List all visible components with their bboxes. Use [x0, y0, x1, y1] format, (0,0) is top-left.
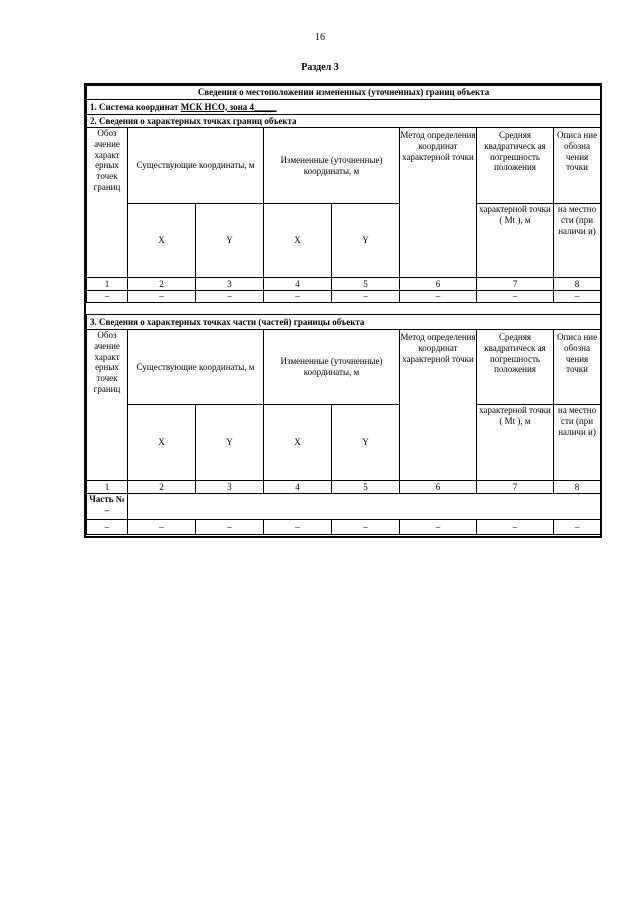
- block2-title: 2. Сведения о характерных точках границ объекта: [87, 115, 601, 128]
- block2-dash: –: [554, 291, 601, 303]
- block2-dash: –: [477, 291, 554, 303]
- block3-y-changed: Y: [332, 405, 400, 481]
- main-header: Сведения о местоположении измененных (уточненных) границ объекта: [87, 86, 601, 100]
- block3-dash: –: [264, 520, 332, 535]
- block2-col-desc-bottom: на местно сти (при наличи и): [554, 204, 601, 278]
- block2-col-desc-top: Описа ние обозна чения точки: [554, 128, 601, 204]
- block2-data-row: [87, 291, 601, 303]
- block3-title: 3. Сведения о характерных точках части (частей) границы объекта: [87, 315, 601, 330]
- block3-dash: –: [332, 520, 400, 535]
- object-boundaries-table: [86, 85, 601, 303]
- block2-y-changed: Y: [332, 204, 400, 278]
- block2-y-existing: Y: [196, 204, 264, 278]
- block3-dash: –: [554, 520, 601, 535]
- part-label: Часть № –: [87, 494, 128, 520]
- block3-col-desc-top: Описа ние обозна чения точки: [554, 330, 601, 405]
- block2-number: 3: [196, 278, 264, 291]
- block2-col-designation: Обоз ачение характ ерных точек границ: [87, 128, 128, 278]
- block2-number: 5: [332, 278, 400, 291]
- block3-x-existing: X: [128, 405, 196, 481]
- block3-x-changed: X: [264, 405, 332, 481]
- block2-number: 4: [264, 278, 332, 291]
- block2-dash: –: [128, 291, 196, 303]
- block3-number: 5: [332, 481, 400, 494]
- block2-number: 2: [128, 278, 196, 291]
- block3-data-row: [87, 520, 601, 535]
- block3-dash: –: [87, 520, 128, 535]
- block2-col-changed: Измененные (уточненные) координаты, м: [264, 128, 400, 204]
- coordinate-system-row: [87, 100, 601, 115]
- block3-number: 1: [87, 481, 128, 494]
- block2-x-changed: X: [264, 204, 332, 278]
- block2-x-existing: X: [128, 204, 196, 278]
- block3-y-existing: Y: [196, 405, 264, 481]
- block2-col-method: Метод определения координат характерной точки: [400, 128, 477, 278]
- block3-number: 7: [477, 481, 554, 494]
- block3-col-error-bottom: характерной точки ( Mt ), м: [477, 405, 554, 481]
- block2-dash: –: [400, 291, 477, 303]
- coordinate-system-tail: _____: [254, 101, 277, 112]
- block3-col-existing: Существующие координаты, м: [128, 330, 264, 405]
- block2-number: 1: [87, 278, 128, 291]
- block3-number: 3: [196, 481, 264, 494]
- block2-number: 8: [554, 278, 601, 291]
- block3-col-desc-bottom: на местно сти (при наличи и): [554, 405, 601, 481]
- section-title: Раздел 3: [301, 62, 339, 73]
- page-number: 16: [315, 32, 325, 43]
- coordinate-system-value: МСК НСО, зона 4: [180, 101, 255, 112]
- block2-number: 7: [477, 278, 554, 291]
- block2-number: 6: [400, 278, 477, 291]
- block3-number: 6: [400, 481, 477, 494]
- block2-dash: –: [332, 291, 400, 303]
- block2-dash: –: [87, 291, 128, 303]
- block2-col-error-bottom: характерной точки ( Mt ), м: [477, 204, 554, 278]
- block3-number: 2: [128, 481, 196, 494]
- block2-number-row: [87, 278, 601, 291]
- block3-number-row: [87, 481, 601, 494]
- block3-number: 8: [554, 481, 601, 494]
- coordinate-system-label: 1. Система координат: [90, 101, 179, 112]
- block2-dash: –: [264, 291, 332, 303]
- block3-col-designation: Обоз ачение характ ерных точек границ: [87, 330, 128, 481]
- part-label-filler: [128, 494, 601, 520]
- block3-col-method: Метод определения координат характерной точки: [400, 330, 477, 481]
- block3-dash: –: [477, 520, 554, 535]
- block3-col-error-top: Средняя квадратическ ая погрешность положения: [477, 330, 554, 405]
- block3-number: 4: [264, 481, 332, 494]
- object-parts-table: [86, 314, 601, 535]
- block3-col-changed: Измененные (уточненные) координаты, м: [264, 330, 400, 405]
- block3-dash: –: [128, 520, 196, 535]
- block2-col-existing: Существующие координаты, м: [128, 128, 264, 204]
- block3-dash: –: [196, 520, 264, 535]
- block2-dash: –: [196, 291, 264, 303]
- block3-dash: –: [400, 520, 477, 535]
- block2-col-error-top: Средняя квадратическ ая погрешность положения: [477, 128, 554, 204]
